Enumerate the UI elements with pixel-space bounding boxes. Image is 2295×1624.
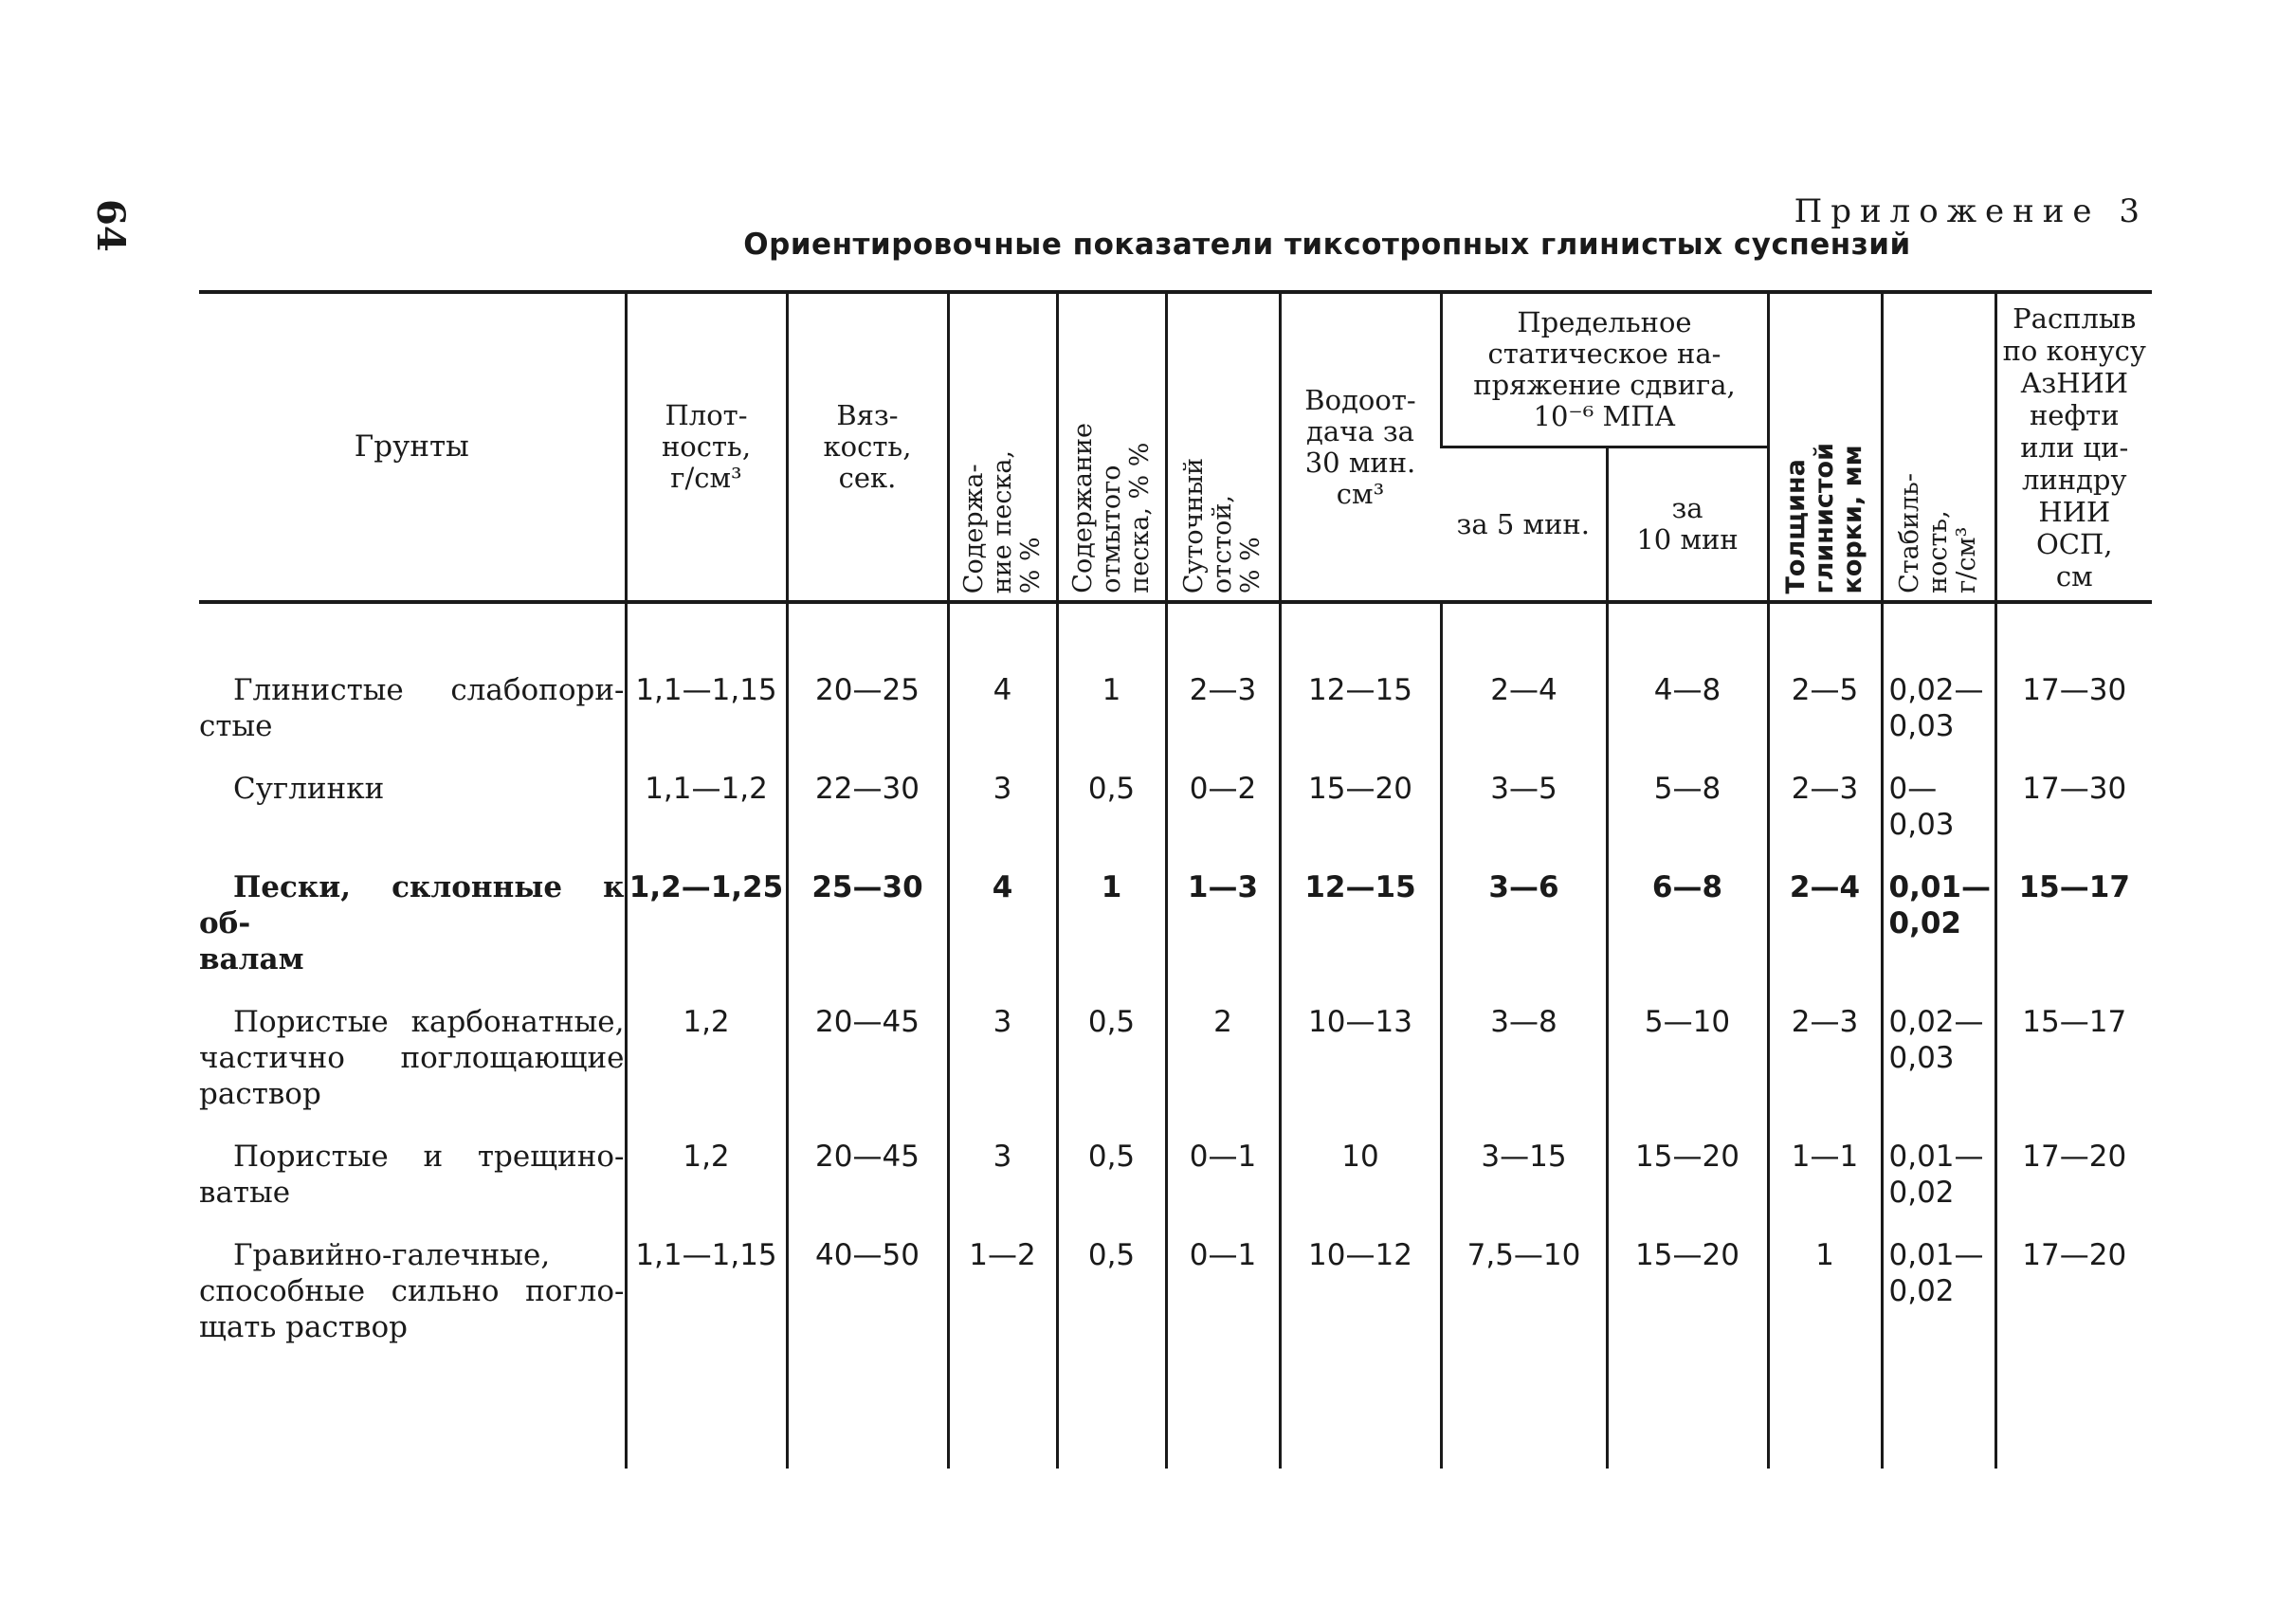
table-row bbox=[199, 977, 2152, 1112]
cell-density: 1,2 bbox=[626, 977, 787, 1112]
header-density: Плот- ность, г/см³ bbox=[626, 292, 787, 602]
header-viscosity: Вяз- кость, сек. bbox=[787, 292, 948, 602]
ground-name: Суглинки bbox=[233, 772, 385, 806]
cell-crust: 2—4 bbox=[1768, 843, 1882, 977]
cell-viscosity: 25—30 bbox=[787, 843, 948, 977]
table-title: Ориентировочные показатели тиксотропных глинистых суспензий bbox=[743, 228, 1911, 262]
header-sand-content: Содержа- ние песка, % % bbox=[948, 292, 1057, 602]
cell-viscosity: 20—25 bbox=[787, 602, 948, 744]
cell-shear-5: 3—6 bbox=[1441, 843, 1607, 977]
header-spread: Расплыв по конусу АзНИИ нефти или ци- линдру НИИ ОСП, см bbox=[1995, 292, 2152, 602]
cell-water: 12—15 bbox=[1280, 602, 1441, 744]
cell-sand: 3 bbox=[948, 977, 1057, 1112]
table-row bbox=[199, 1211, 2152, 1345]
ground-name: Глинистые слабопори- стые bbox=[199, 673, 625, 743]
cell-spread: 15—17 bbox=[1995, 977, 2152, 1112]
appendix-label: Приложение 3 bbox=[1794, 192, 2148, 230]
cell-viscosity: 40—50 bbox=[787, 1211, 948, 1345]
ground-name: Пористые карбонатные, частично поглощающие раствор bbox=[199, 1005, 625, 1111]
cell-shear-10: 5—10 bbox=[1607, 977, 1768, 1112]
cell-water: 10—12 bbox=[1280, 1211, 1441, 1345]
page-number: 64 bbox=[88, 199, 133, 252]
cell-shear-5: 3—8 bbox=[1441, 977, 1607, 1112]
cell-spread: 17—30 bbox=[1995, 744, 2152, 843]
cell-shear-10: 15—20 bbox=[1607, 1112, 1768, 1211]
cell-water: 12—15 bbox=[1280, 843, 1441, 977]
ground-name: Пористые и трещино- ватые bbox=[199, 1140, 625, 1210]
cell-sand: 1—2 bbox=[948, 1211, 1057, 1345]
cell-density: 1,2—1,25 bbox=[626, 843, 787, 977]
cell-settle: 0—2 bbox=[1166, 744, 1280, 843]
cell-settle: 1—3 bbox=[1166, 843, 1280, 977]
cell-shear-5: 3—5 bbox=[1441, 744, 1607, 843]
cell-water: 10—13 bbox=[1280, 977, 1441, 1112]
cell-stability: 0,02— 0,03 bbox=[1882, 977, 1995, 1112]
cell-crust: 2—3 bbox=[1768, 744, 1882, 843]
cell-washed: 0,5 bbox=[1057, 977, 1166, 1112]
suspension-table bbox=[199, 290, 2152, 1469]
header-shear-10min: за 10 мин bbox=[1607, 447, 1768, 603]
header-daily-settle: Суточный отстой, % % bbox=[1166, 292, 1280, 602]
cell-viscosity: 20—45 bbox=[787, 977, 948, 1112]
cell-sand: 4 bbox=[948, 602, 1057, 744]
cell-shear-10: 6—8 bbox=[1607, 843, 1768, 977]
cell-settle: 0—1 bbox=[1166, 1112, 1280, 1211]
cell-stability: 0,01— 0,02 bbox=[1882, 843, 1995, 977]
cell-stability: 0,01— 0,02 bbox=[1882, 1211, 1995, 1345]
cell-viscosity: 20—45 bbox=[787, 1112, 948, 1211]
cell-settle: 2 bbox=[1166, 977, 1280, 1112]
cell-shear-10: 4—8 bbox=[1607, 602, 1768, 744]
header-grounds: Грунты bbox=[199, 292, 626, 602]
cell-viscosity: 22—30 bbox=[787, 744, 948, 843]
cell-water: 10 bbox=[1280, 1112, 1441, 1211]
cell-washed: 1 bbox=[1057, 602, 1166, 744]
cell-sand: 3 bbox=[948, 744, 1057, 843]
cell-spread: 17—30 bbox=[1995, 602, 2152, 744]
cell-washed: 0,5 bbox=[1057, 1112, 1166, 1211]
cell-shear-5: 2—4 bbox=[1441, 602, 1607, 744]
header-water-loss: Водоот- дача за 30 мин. см³ bbox=[1280, 292, 1441, 602]
header-crust-thickness: Толщина глинистой корки, мм bbox=[1768, 292, 1882, 602]
header-shear-stress: Предельное статическое на- пряжение сдвига, 10⁻⁶ МПА bbox=[1441, 292, 1768, 447]
cell-shear-5: 7,5—10 bbox=[1441, 1211, 1607, 1345]
cell-washed: 0,5 bbox=[1057, 1211, 1166, 1345]
cell-settle: 0—1 bbox=[1166, 1211, 1280, 1345]
cell-washed: 0,5 bbox=[1057, 744, 1166, 843]
cell-shear-5: 3—15 bbox=[1441, 1112, 1607, 1211]
cell-spread: 17—20 bbox=[1995, 1211, 2152, 1345]
cell-crust: 2—3 bbox=[1768, 977, 1882, 1112]
cell-shear-10: 15—20 bbox=[1607, 1211, 1768, 1345]
header-stability: Стабиль- ность, г/см³ bbox=[1882, 292, 1995, 602]
ground-name: Пески, склонные к об- валам bbox=[199, 870, 625, 976]
table-row bbox=[199, 1112, 2152, 1211]
cell-spread: 17—20 bbox=[1995, 1112, 2152, 1211]
cell-sand: 4 bbox=[948, 843, 1057, 977]
cell-density: 1,2 bbox=[626, 1112, 787, 1211]
cell-crust: 1—1 bbox=[1768, 1112, 1882, 1211]
table-row bbox=[199, 843, 2152, 977]
cell-density: 1,1—1,15 bbox=[626, 602, 787, 744]
header-washed-sand: Содержание отмытого песка, % % bbox=[1057, 292, 1166, 602]
cell-washed: 1 bbox=[1057, 843, 1166, 977]
cell-shear-10: 5—8 bbox=[1607, 744, 1768, 843]
ground-name: Гравийно-галечные, способные сильно погло- щать раствор bbox=[199, 1238, 625, 1344]
cell-density: 1,1—1,2 bbox=[626, 744, 787, 843]
table-row bbox=[199, 744, 2152, 843]
cell-density: 1,1—1,15 bbox=[626, 1211, 787, 1345]
cell-crust: 1 bbox=[1768, 1211, 1882, 1345]
cell-crust: 2—5 bbox=[1768, 602, 1882, 744]
table-row bbox=[199, 602, 2152, 744]
header-shear-5min: за 5 мин. bbox=[1441, 447, 1607, 603]
table-filler-row bbox=[199, 1345, 2152, 1469]
cell-stability: 0,02— 0,03 bbox=[1882, 602, 1995, 744]
cell-stability: 0— 0,03 bbox=[1882, 744, 1995, 843]
cell-water: 15—20 bbox=[1280, 744, 1441, 843]
cell-sand: 3 bbox=[948, 1112, 1057, 1211]
cell-spread: 15—17 bbox=[1995, 843, 2152, 977]
cell-settle: 2—3 bbox=[1166, 602, 1280, 744]
cell-stability: 0,01— 0,02 bbox=[1882, 1112, 1995, 1211]
